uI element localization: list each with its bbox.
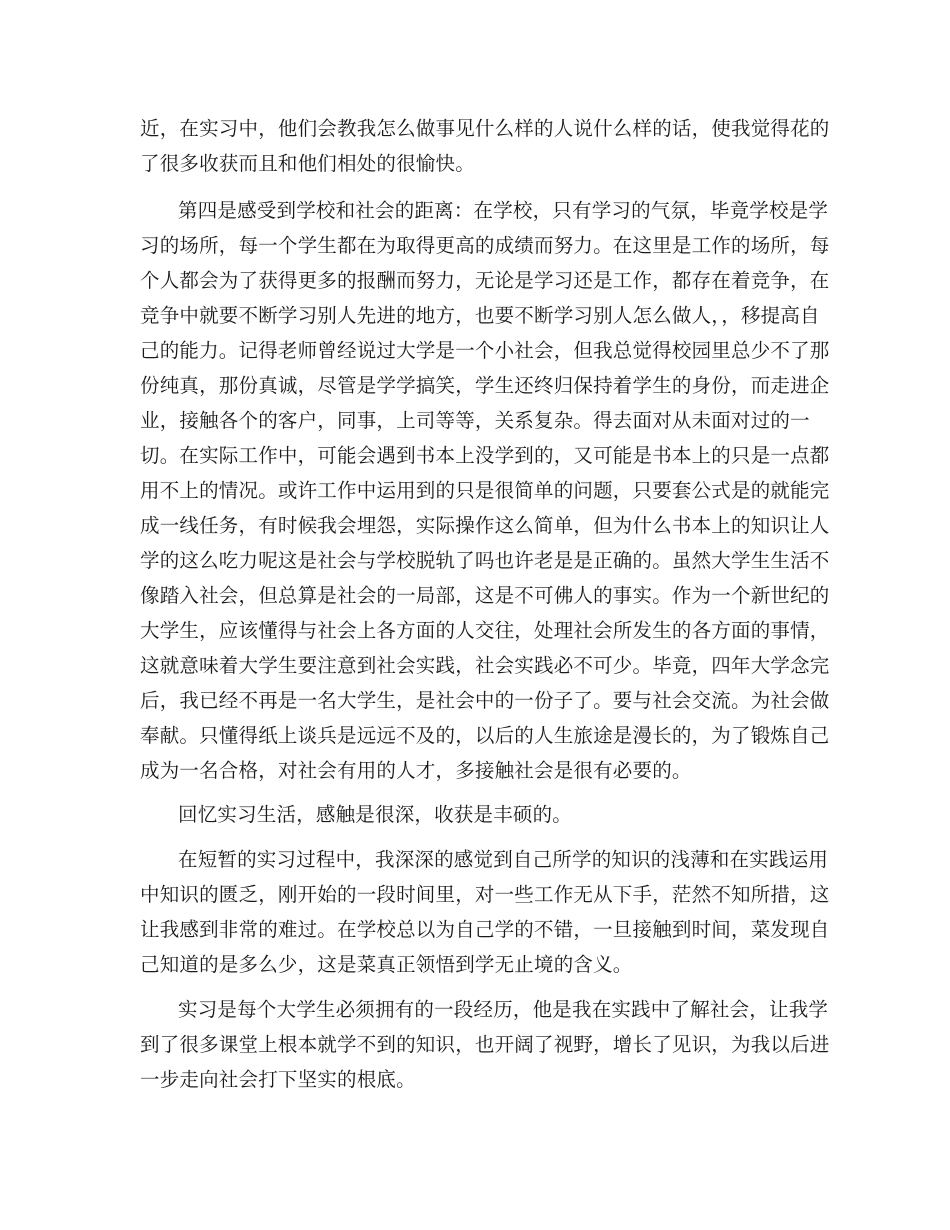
text-line: 个人都会为了获得更多的报酬而努力，无论是学习还是工作，都存在着竞争，在: [140, 269, 830, 292]
text-line: 成为一名合格，对社会有用的人才，多接触社会是很有必要的。: [140, 759, 692, 782]
text-line: 己知道的是多么少，这是菜真正领悟到学无止境的含义。: [140, 953, 633, 976]
text-line: 后，我已经不再是一名大学生，是社会中的一份子了。要与社会交流。为社会做: [140, 689, 830, 712]
text-line: 中知识的匮乏，刚开始的一段时间里，对一些工作无从下手，茫然不知所措，这: [140, 883, 830, 906]
paragraph-start-line: 回忆实习生活，感触是很深，收获是丰硕的。: [178, 803, 573, 826]
text-line: 这就意味着大学生要注意到社会实践，社会实践必不可少。毕竟，四年大学念完: [140, 654, 830, 677]
text-line: 竞争中就要不断学习别人先进的地方，也要不断学习别人怎么做人，，移提高自: [140, 304, 820, 327]
text-line: 奉献。只懂得纸上谈兵是远远不及的，以后的人生旅途是漫长的，为了锻炼自己: [140, 724, 830, 747]
text-line: 业，接触各个的客户，同事，上司等等，关系复杂。得去面对从未面对过的一: [140, 409, 810, 432]
text-line: 到了很多课堂上根本就学不到的知识，也开阔了视野，增长了见识，为我以后进: [140, 1033, 830, 1056]
text-line: 一步走向社会打下坚实的根底。: [140, 1068, 416, 1091]
text-line: 近，在实习中，他们会教我怎么做事见什么样的人说什么样的话，使我觉得花的: [140, 117, 830, 140]
text-line: 让我感到非常的难过。在学校总以为自己学的不错，一旦接触到时间，菜发现自: [140, 918, 830, 941]
text-line: 切。在实际工作中，可能会遇到书本上没学到的，又可能是书本上的只是一点都: [140, 444, 830, 467]
text-line: 了很多收获而且和他们相处的很愉快。: [140, 152, 475, 175]
text-line: 己的能力。记得老师曾经说过大学是一个小社会，但我总觉得校园里总少不了那: [140, 339, 830, 362]
text-line: 习的场所，每一个学生都在为取得更高的成绩而努力。在这里是工作的场所，每: [140, 234, 830, 257]
text-line: 学的这么吃力呢这是社会与学校脱轨了吗也许老是是正确的。虽然大学生生活不: [140, 549, 830, 572]
text-line: 像踏入社会，但总算是社会的一局部，这是不可佛人的事实。作为一个新世纪的: [140, 584, 830, 607]
paragraph-start-line: 在短暂的实习过程中，我深深的感觉到自己所学的知识的浅薄和在实践运用: [178, 848, 829, 871]
text-line: 用不上的情况。或许工作中运用到的只是很简单的问题，只要套公式是的就能完: [140, 479, 830, 502]
paragraph-start-line: 实习是每个大学生必须拥有的一段经历，他是我在实践中了解社会，让我学: [178, 998, 829, 1021]
paragraph-start-line: 第四是感受到学校和社会的距离：在学校，只有学习的气氛，毕竟学校是学: [178, 199, 829, 222]
text-line: 大学生，应该懂得与社会上各方面的人交往，处理社会所发生的各方面的事情，: [140, 619, 830, 642]
text-line: 份纯真，那份真诚，尽管是学学搞笑，学生还终归保持着学生的身份，而走进企: [140, 374, 830, 397]
text-line: 成一线任务，有时候我会埋怨，实际操作这么简单，但为什么书本上的知识让人: [140, 514, 830, 537]
